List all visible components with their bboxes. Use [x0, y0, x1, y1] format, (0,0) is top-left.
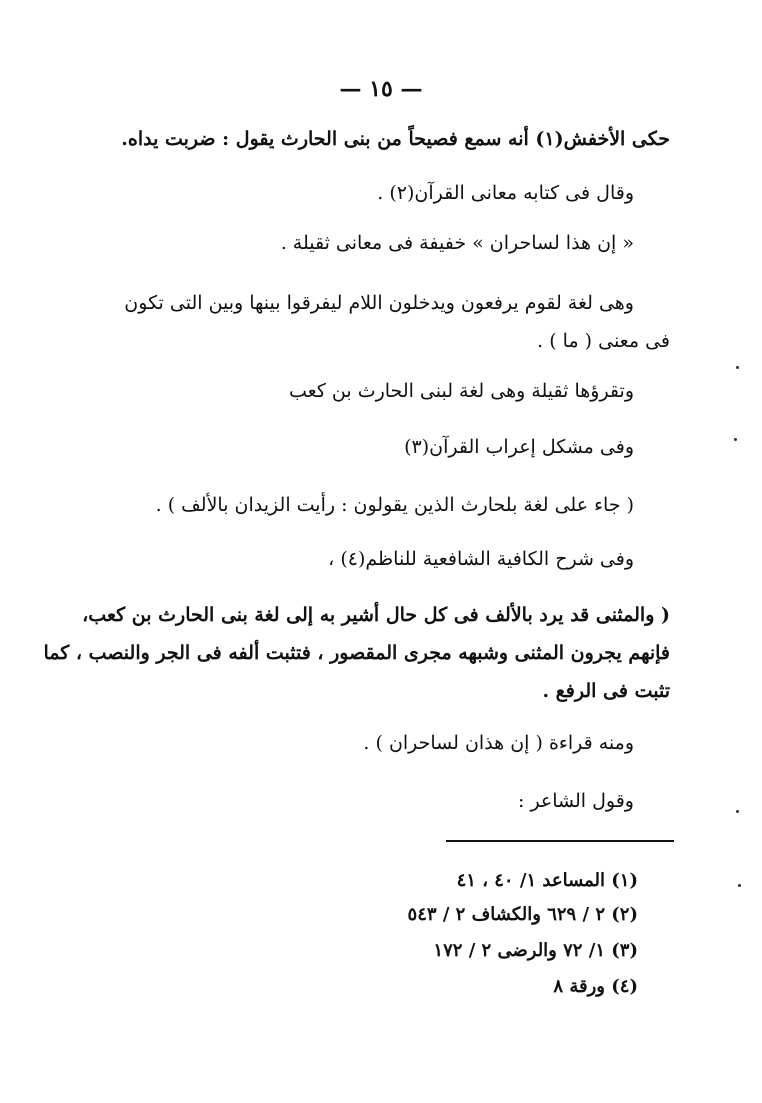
text-line-4: وهى لغة لقوم يرفعون ويدخلون اللام ليفرقوا بينها وبين التى تكون: [124, 292, 634, 314]
footnote-3: (٣) ١/ ٧٢ والرضى ٢ / ١٧٢: [433, 940, 638, 961]
text-line-7: وفى مشكل إعراب القرآن(٣): [404, 436, 634, 458]
text-line-13: ومنه قراءة ( إن هذان لساحران ) .: [363, 732, 634, 754]
text-line-1: حكى الأخفش(١) أنه سمع فصيحاً من بنى الحارث يقول : ضربت يداه.: [121, 128, 670, 150]
scan-speck: [736, 810, 739, 813]
text-line-10: ( والمثنى قد يرد بالألف فى كل حال أشير به إلى لغة بنى الحارث بن كعب،: [82, 604, 670, 626]
footnote-2: (٢) ٢ / ٦٢٩ والكشاف ٢ / ٥٤٣: [407, 904, 638, 925]
footnote-divider: [446, 840, 674, 842]
text-line-5: فى معنى ( ما ) .: [537, 330, 670, 352]
scan-speck: [734, 438, 737, 441]
scan-speck: [736, 366, 739, 369]
text-line-2: وقال فى كتابه معانى القرآن(٢) .: [377, 182, 634, 204]
text-line-3: « إن هذا لساحران » خفيفة فى معانى ثقيلة .: [280, 232, 634, 254]
text-line-12: تثبت فى الرفع .: [542, 680, 670, 702]
scan-speck: [738, 884, 741, 887]
text-line-8: ( جاء على لغة بلحارث الذين يقولون : رأيت الزيدان بالألف ) .: [155, 494, 634, 516]
page-number: — ١٥ —: [339, 76, 423, 102]
text-line-14: وقول الشاعر :: [518, 790, 634, 812]
footnote-1: (١) المساعد ١/ ٤٠ ، ٤١: [456, 870, 638, 891]
text-line-6: وتقرؤها ثقيلة وهى لغة لبنى الحارث بن كعب: [289, 380, 634, 402]
text-line-9: وفى شرح الكافية الشافعية للناظم(٤) ،: [328, 548, 634, 570]
footnote-4: (٤) ورقة ٨: [553, 976, 638, 997]
text-line-11: فإنهم يجرون المثنى وشبهه مجرى المقصور ، فتثبت ألفه فى الجر والنصب ، كما: [43, 642, 670, 664]
